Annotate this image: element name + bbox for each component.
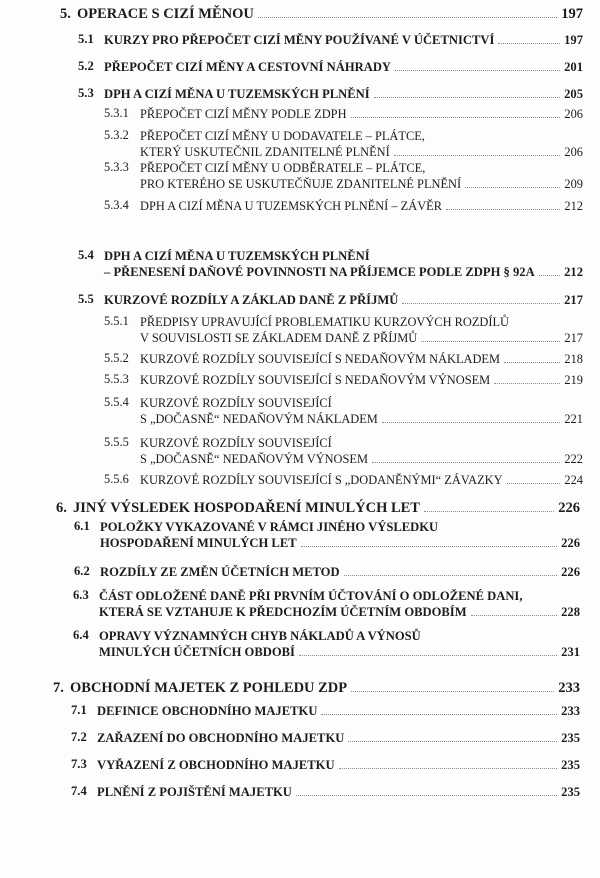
toc-entry-number: 5.2 [78, 59, 94, 73]
toc-entry-title: DPH A CIZÍ MĚNA U TUZEMSKÝCH PLNĚNÍ [104, 249, 370, 263]
toc-entry-title: PRO KTERÉHO SE USKUTEČŇUJE ZDANITELNÉ PLNĚNÍ [140, 177, 462, 191]
toc-entry-title: JINÝ VÝSLEDEK HOSPODAŘENÍ MINULÝCH LET [73, 500, 420, 516]
toc-entry-title: OPERACE S CIZÍ MĚNOU [77, 6, 254, 22]
toc-entry-title: KTERÁ SE VZTAHUJE K PŘEDCHOZÍM ÚČETNÍM OBDOBÍM [99, 605, 467, 619]
toc-entry-page: 217 [564, 293, 583, 307]
toc-entry-page: 233 [561, 704, 580, 718]
toc-entry-page: 235 [561, 785, 580, 799]
toc-entry-number: 5.3.3 [104, 160, 129, 174]
toc-entry-page: 197 [564, 33, 583, 47]
toc-entry-title: PŘEPOČET CIZÍ MĚNY PODLE ZDPH [140, 107, 347, 121]
toc-entry-page: 222 [564, 452, 583, 466]
toc-entry-title: PLNĚNÍ Z POJIŠTĚNÍ MAJETKU [97, 785, 292, 799]
toc-entry-number: 5.5.2 [104, 351, 129, 365]
toc-entry-page: 212 [564, 199, 583, 213]
toc-entry-title: KURZOVÉ ROZDÍLY SOUVISEJÍCÍ S „DODANĚNÝMI“ ZÁVAZKY [140, 473, 503, 487]
toc-entry-title: PŘEPOČET CIZÍ MĚNY U ODBĚRATELE – PLÁTCE, [140, 161, 426, 175]
toc-entry-page: 224 [564, 473, 583, 487]
toc-entry-title: DPH A CIZÍ MĚNA U TUZEMSKÝCH PLNĚNÍ – ZÁVĚR [140, 199, 442, 213]
toc-entry-title: V SOUVISLOSTI SE ZÁKLADEM DANĚ Z PŘÍJMŮ [140, 331, 418, 345]
toc-entry-page: 205 [564, 87, 583, 101]
toc-entry-title: S „DOČASNĚ“ NEDAŇOVÝM NÁKLADEM [140, 412, 378, 426]
dot-leader [339, 768, 558, 769]
toc-entry-title: KURZOVÉ ROZDÍLY SOUVISEJÍCÍ S NEDAŇOVÝM NÁKLADEM [140, 352, 501, 366]
toc-entry-number: 6. [56, 500, 67, 516]
dot-leader [539, 275, 560, 276]
toc-entry-page: 235 [561, 758, 580, 772]
toc-entry-title: OBCHODNÍ MAJETEK Z POHLEDU ZDP [70, 680, 348, 696]
dot-leader [424, 511, 554, 512]
dot-leader [348, 741, 557, 742]
toc-entry-title: ČÁST ODLOŽENÉ DANĚ PŘI PRVNÍM ÚČTOVÁNÍ O ODLOŽENÉ DANI, [99, 589, 523, 603]
toc-entry-title: KURZOVÉ ROZDÍLY SOUVISEJÍCÍ [140, 436, 332, 450]
dot-leader [382, 422, 561, 423]
dot-leader [299, 655, 557, 656]
toc-entry-page: 206 [564, 107, 583, 121]
toc-entry-page: 226 [561, 536, 580, 550]
toc-entry-title: S „DOČASNĚ“ NEDAŇOVÝM VÝNOSEM [140, 452, 368, 466]
dot-leader [471, 615, 558, 616]
dot-leader [494, 383, 560, 384]
dot-leader [372, 462, 560, 463]
dot-leader [402, 303, 560, 304]
dot-leader [507, 483, 561, 484]
toc-entry-title: POLOŽKY VYKAZOVANÉ V RÁMCI JINÉHO VÝSLEDKU [100, 520, 439, 534]
toc-entry-title: VYŘAZENÍ Z OBCHODNÍHO MAJETKU [97, 758, 335, 772]
dot-leader [465, 187, 560, 188]
dot-leader [344, 575, 558, 576]
toc-entry-title: KURZOVÉ ROZDÍLY SOUVISEJÍCÍ S NEDAŇOVÝM VÝNOSEM [140, 373, 491, 387]
toc-entry-title: KURZOVÉ ROZDÍLY SOUVISEJÍCÍ [140, 396, 332, 410]
toc-entry-page: 197 [561, 6, 583, 22]
toc-entry-number: 5.4 [78, 248, 94, 262]
toc-entry-number: 5.5.1 [104, 314, 129, 328]
toc-entry-title: KURZOVÉ ROZDÍLY A ZÁKLAD DANĚ Z PŘÍJMŮ [104, 293, 399, 307]
dot-leader [351, 117, 561, 118]
toc-entry-number: 5.5 [78, 292, 94, 306]
dot-leader [394, 155, 561, 156]
dot-leader [374, 97, 560, 98]
toc-entry-title: HOSPODAŘENÍ MINULÝCH LET [100, 536, 297, 550]
toc-entry-number: 5.5.4 [104, 395, 129, 409]
toc-entry-number: 5.3.4 [104, 198, 129, 212]
toc-entry-page: 226 [558, 500, 580, 516]
toc-entry-title: MINULÝCH ÚČETNÍCH OBDOBÍ [99, 645, 295, 659]
dot-leader [321, 714, 557, 715]
toc-entry-page: 235 [561, 731, 580, 745]
toc-entry-page: 209 [564, 177, 583, 191]
toc-entry-page: 217 [564, 331, 583, 345]
toc-entry-title: ZAŘAZENÍ DO OBCHODNÍHO MAJETKU [97, 731, 345, 745]
toc-entry-number: 5. [60, 6, 71, 22]
dot-leader [301, 546, 557, 547]
dot-leader [498, 43, 560, 44]
toc-entry-page: 201 [564, 60, 583, 74]
toc-entry-title: KURZY PRO PŘEPOČET CIZÍ MĚNY POUŽÍVANÉ V ÚČETNICTVÍ [104, 33, 495, 47]
toc-entry-title: PŘEPOČET CIZÍ MĚNY U DODAVATELE – PLÁTCE, [140, 129, 425, 143]
toc-entry-page: 206 [564, 145, 583, 159]
dot-leader [421, 341, 560, 342]
toc-entry-number: 6.2 [74, 564, 90, 578]
toc-entry-number: 7. [53, 680, 64, 696]
dot-leader [351, 691, 554, 692]
toc-entry-page: 233 [558, 680, 580, 696]
toc-entry-number: 5.5.6 [104, 472, 129, 486]
toc-entry-number: 6.4 [73, 628, 89, 642]
toc-entry-title: PŘEPOČET CIZÍ MĚNY A CESTOVNÍ NÁHRADY [104, 60, 392, 74]
toc-entry-number: 7.3 [71, 757, 87, 771]
toc-entry-number: 5.5.5 [104, 435, 129, 449]
toc-entry-number: 5.3.1 [104, 106, 129, 120]
toc-entry-number: 5.5.3 [104, 372, 129, 386]
toc-entry-page: 228 [561, 605, 580, 619]
toc-entry-title: ROZDÍLY ZE ZMĚN ÚČETNÍCH METOD [100, 565, 340, 579]
dot-leader [258, 17, 557, 18]
toc-entry-page: 219 [564, 373, 583, 387]
toc-entry-page: 226 [561, 565, 580, 579]
toc-entry-number: 5.1 [78, 32, 94, 46]
toc-entry-title: KTERÝ USKUTEČNIL ZDANITELNÉ PLNĚNÍ [140, 145, 390, 159]
toc-entry-number: 7.2 [71, 730, 87, 744]
toc-entry-number: 7.4 [71, 784, 87, 798]
toc-entry-title: PŘEDPISY UPRAVUJÍCÍ PROBLEMATIKU KURZOVÝCH ROZDÍLŮ [140, 315, 509, 329]
toc-entry-number: 7.1 [71, 703, 87, 717]
toc-entry-title: DPH A CIZÍ MĚNA U TUZEMSKÝCH PLNĚNÍ [104, 87, 370, 101]
toc-entry-title: DEFINICE OBCHODNÍHO MAJETKU [97, 704, 318, 718]
toc-entry-number: 6.3 [73, 588, 89, 602]
toc-entry-page: 221 [564, 412, 583, 426]
toc-entry-number: 6.1 [74, 519, 90, 533]
toc-entry-page: 231 [561, 645, 580, 659]
toc-entry-number: 5.3 [78, 86, 94, 100]
dot-leader [395, 70, 560, 71]
dot-leader [296, 795, 557, 796]
toc-entry-page: 218 [564, 352, 583, 366]
dot-leader [504, 362, 560, 363]
toc-entry-page: 212 [564, 265, 583, 279]
toc-entry-title: OPRAVY VÝZNAMNÝCH CHYB NÁKLADŮ A VÝNOSŮ [99, 629, 421, 643]
toc-entry-title: – PŘENESENÍ DAŇOVÉ POVINNOSTI NA PŘÍJEMCE PODLE ZDPH § 92A [104, 265, 535, 279]
dot-leader [446, 209, 560, 210]
toc-entry-number: 5.3.2 [104, 128, 129, 142]
